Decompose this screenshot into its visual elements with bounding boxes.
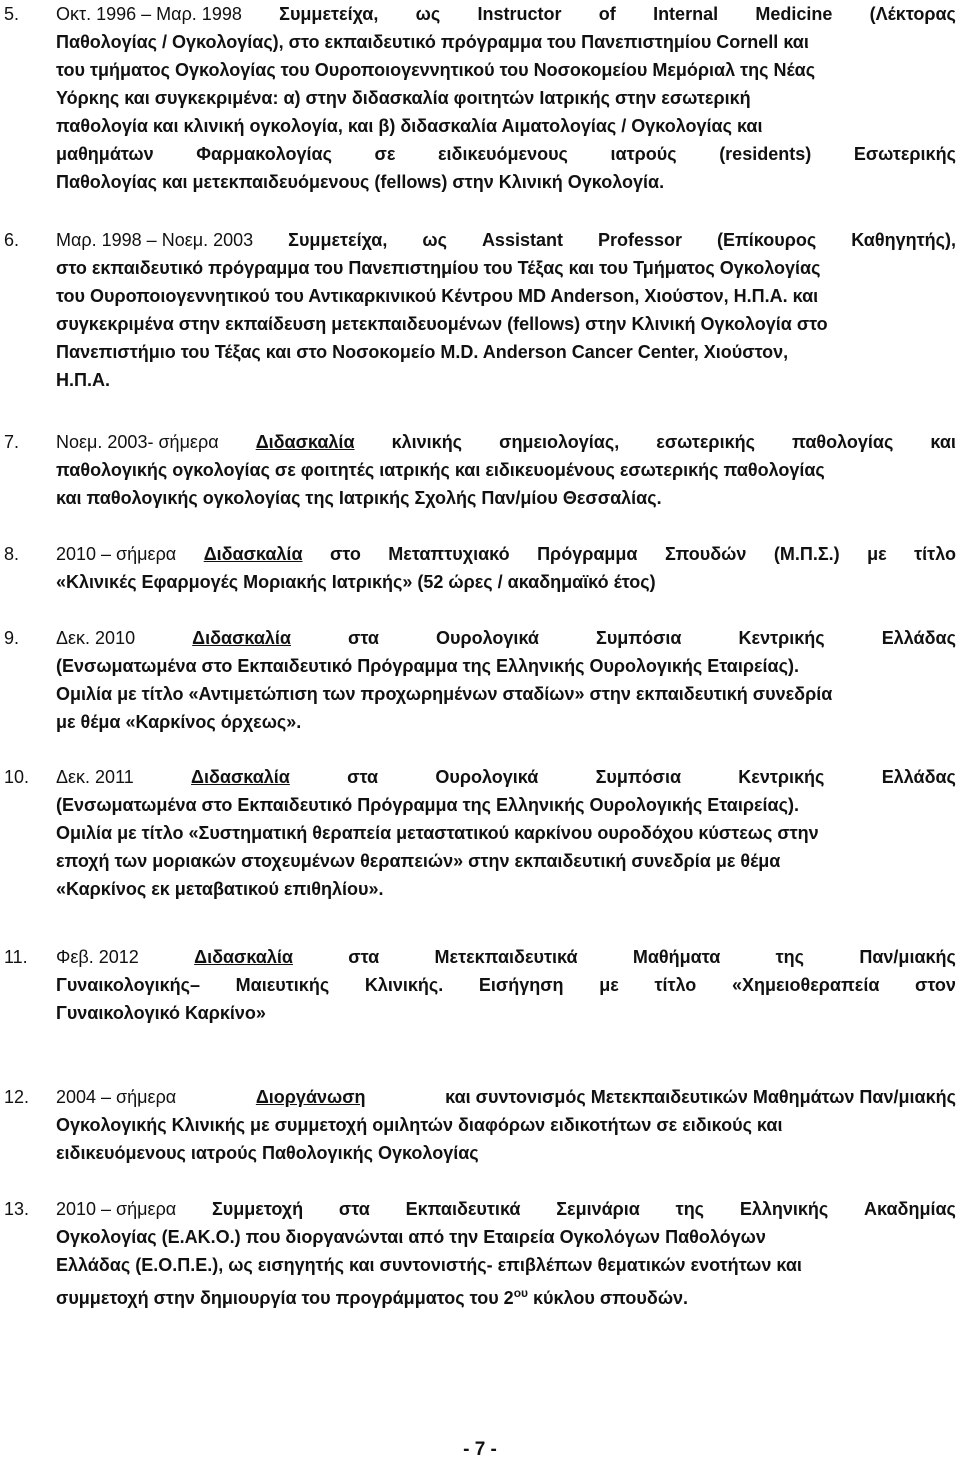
text-segment: Συμμετείχα, — [288, 230, 388, 250]
text-line — [0, 1083, 956, 1111]
text-line — [56, 847, 956, 875]
entry-number: 7. — [4, 432, 20, 452]
text-line — [56, 652, 956, 680]
text-segment: «Κλινικές Εφαρμογές Μοριακής Ιατρικής» (52 ώρες / ακαδημαϊκό έτος) — [56, 572, 656, 592]
text-segment: «Καρκίνος εκ μεταβατικού επιθηλίου». — [56, 879, 384, 899]
text-line — [56, 56, 956, 84]
text-segment: (Ενσωματωμένα στο Εκπαιδευτικό Πρόγραμμα της Ελληνικής Ουρολογικής Εταιρείας). — [56, 656, 799, 676]
text-line — [56, 1111, 956, 1139]
entry-text — [56, 943, 956, 1027]
text-segment: Σπουδών — [664, 544, 747, 564]
text-segment: σημειολογίας, — [499, 432, 620, 452]
entry-date: Οκτ. 1996 – Μαρ. 1998 — [56, 4, 242, 24]
text-segment: Ογκολογικής Κλινικής με συμμετοχή ομιλητών διαφόρων ειδικοτήτων σε ειδικούς και — [56, 1115, 783, 1135]
text-segment: εσωτερικής — [656, 432, 755, 452]
text-segment: Εισήγηση — [478, 975, 564, 995]
text-segment: στον — [915, 975, 956, 995]
entry-number: 5. — [4, 4, 20, 24]
text-segment: του τμήματος Ογκολογίας του Ουροποιογεννητικού του Νοσοκομείου Μεμόριαλ της Νέας — [56, 60, 816, 80]
text-segment: Μετεκπαιδευτικά — [434, 947, 578, 967]
text-line — [56, 1251, 956, 1279]
text-segment: Πανεπιστήμιο του Τέξας και στο Νοσοκομείο M.D. Anderson Cancer Center, Χιούστον, — [56, 342, 789, 362]
text-segment: συμμετοχή στην δημιουργία του προγράμματος του 2 — [56, 1288, 514, 1308]
entry-text — [56, 624, 956, 736]
text-line — [56, 28, 956, 56]
text-segment: με — [867, 544, 887, 564]
entry-number: 9. — [4, 628, 20, 648]
text-line — [56, 1223, 956, 1251]
text-segment: Instructor — [477, 4, 562, 24]
text-segment: Μαθήματα — [632, 947, 721, 967]
text-line — [56, 112, 956, 140]
text-segment: Εσωτερικής — [853, 144, 956, 164]
entry-number: 8. — [4, 544, 20, 564]
text-segment: στο — [329, 544, 361, 564]
text-segment: Ελλάδας — [881, 628, 956, 648]
entry-date: 2010 – σήμερα — [56, 544, 177, 564]
text-segment: Φαρμακολογίας — [196, 144, 332, 164]
text-segment: ειδικευόμενους — [438, 144, 568, 164]
text-segment: Υόρκης και συγκεκριμένα: α) στην διδασκαλία φοιτητών Ιατρικής στην εσωτερική — [56, 88, 751, 108]
cv-entry — [0, 428, 960, 512]
text-segment: ως — [415, 4, 441, 24]
text-segment: Παν/μιακής — [859, 947, 956, 967]
text-line — [0, 428, 956, 456]
text-line — [56, 484, 956, 512]
text-line — [56, 338, 956, 366]
text-segment: Διοργάνωση — [255, 1087, 366, 1107]
text-segment: (Μ.Π.Σ.) — [773, 544, 840, 564]
text-segment: στα — [347, 767, 379, 787]
entry-date: Μαρ. 1998 – Νοεμ. 2003 — [56, 230, 254, 250]
text-segment: και συντονισμός Μετεκπαιδευτικών Μαθημάτων Παν/μιακής — [445, 1087, 956, 1107]
text-line — [56, 366, 956, 394]
text-segment: Διδασκαλία — [191, 767, 290, 787]
text-segment: με θέμα «Καρκίνος όρχεως». — [56, 712, 302, 732]
text-segment: Γυναικολογικής– — [56, 975, 201, 995]
text-segment: (Ενσωματωμένα στο Εκπαιδευτικό Πρόγραμμα της Ελληνικής Ουρολογικής Εταιρείας). — [56, 795, 799, 815]
text-segment: και παθολογικής ογκολογίας της Ιατρικής Σχολής Παν/μίου Θεσσαλίας. — [56, 488, 662, 508]
text-line — [0, 943, 956, 971]
cv-entry — [0, 763, 960, 903]
text-segment: παθολογικής ογκολογίας σε φοιτητές ιατρικής και ειδικευομένους εσωτερικής παθολογίας — [56, 460, 825, 480]
text-line — [0, 0, 956, 28]
text-segment: Κεντρικής — [738, 767, 825, 787]
text-segment: Διδασκαλία — [194, 947, 293, 967]
text-segment: Συμπόσια — [595, 767, 682, 787]
text-segment: στα — [338, 1199, 370, 1219]
entry-date: 2010 – σήμερα — [56, 1199, 177, 1219]
text-segment: Ελλάδας (Ε.Ο.Π.Ε.), ως εισηγητής και συντονιστής- επιβλέπων θεματικών ενοτήτων και — [56, 1255, 802, 1275]
text-line — [56, 680, 956, 708]
text-segment: τίτλο — [914, 544, 956, 564]
text-line — [56, 875, 956, 903]
text-segment: Μεταπτυχιακό — [388, 544, 510, 564]
text-segment: σε — [374, 144, 396, 164]
text-line — [56, 819, 956, 847]
text-segment: Internal — [653, 4, 719, 24]
entry-number: 6. — [4, 230, 20, 250]
text-segment: Πρόγραμμα — [537, 544, 638, 564]
entry-date: 2004 – σήμερα — [56, 1087, 177, 1107]
text-segment: Ακαδημίας — [864, 1199, 956, 1219]
text-segment: κλινικής — [391, 432, 463, 452]
text-segment: και — [930, 432, 956, 452]
text-segment: Η.Π.Α. — [56, 370, 110, 390]
text-line — [56, 282, 956, 310]
cv-entry — [0, 1195, 960, 1307]
text-segment: της — [775, 947, 805, 967]
text-segment: Διδασκαλία — [255, 432, 355, 452]
entry-text — [56, 1083, 956, 1167]
page-number: - 7 - — [463, 1439, 497, 1460]
text-segment: κύκλου σπουδών. — [528, 1288, 689, 1308]
cv-entry — [0, 226, 960, 394]
text-segment: Συμμετείχα, — [279, 4, 379, 24]
text-segment: με — [599, 975, 619, 995]
text-line — [56, 999, 956, 1027]
text-segment: Κεντρικής — [738, 628, 825, 648]
text-segment: παθολογίας — [792, 432, 894, 452]
text-segment: εποχή των μοριακών στοχευμένων θεραπειών» στην εκπαιδευτική συνεδρία με θέμα — [56, 851, 781, 871]
cv-entry — [0, 540, 960, 596]
entry-date: Δεκ. 2010 — [56, 628, 136, 648]
text-segment: συγκεκριμένα στην εκπαίδευση μετεκπαιδευομένων (fellows) στην Κλινική Ογκολογία στο — [56, 314, 828, 334]
text-segment: (residents) — [719, 144, 812, 164]
cv-entry — [0, 0, 960, 196]
text-segment: στο εκπαιδευτικό πρόγραμμα του Πανεπιστημίου του Τέξας και του Τμήματος Ογκολογίας — [56, 258, 821, 278]
entry-text — [56, 763, 956, 903]
text-segment: Ογκολογίας (Ε.ΑΚ.Ο.) που διοργανώνται από την Εταιρεία Ογκολόγων Παθολόγων — [56, 1227, 766, 1247]
text-segment: του Ουροποιογεννητικού του Αντικαρκινικού Κέντρου MD Anderson, Χιούστον, Η.Π.Α. και — [56, 286, 819, 306]
text-segment: ιατρούς — [610, 144, 677, 164]
text-segment: Professor — [597, 230, 683, 250]
entry-number: 10. — [4, 767, 30, 787]
entry-date: Δεκ. 2011 — [56, 767, 134, 787]
text-line — [56, 791, 956, 819]
text-segment: ειδικευόμενους ιατρούς Παθολογικής Ογκολογίας — [56, 1143, 479, 1163]
text-line — [56, 456, 956, 484]
text-line — [56, 1139, 956, 1167]
text-segment: Γυναικολογικό Καρκίνο» — [56, 1003, 266, 1023]
entry-text — [56, 540, 956, 596]
text-line — [56, 254, 956, 282]
text-segment: Παθολογίας / Ογκολογίας), στο εκπαιδευτικό πρόγραμμα του Πανεπιστημίου Cornell και — [56, 32, 809, 52]
entry-number: 12. — [4, 1087, 30, 1107]
text-segment: ου — [513, 1286, 529, 1300]
text-line — [0, 1195, 956, 1223]
entry-number: 11. — [4, 947, 28, 967]
entry-text — [56, 0, 956, 196]
text-segment: της — [675, 1199, 705, 1219]
text-segment: Ελλάδας — [881, 767, 956, 787]
cv-entry — [0, 624, 960, 736]
text-segment: παθολογία και κλινική ογκολογία, και β) διδασκαλία Αιματολογίας / Ογκολογίας και — [56, 116, 763, 136]
text-segment: στα — [348, 628, 379, 648]
entry-number: 13. — [4, 1199, 30, 1219]
text-line — [56, 140, 956, 168]
text-line — [56, 971, 956, 999]
text-segment: Εκπαιδευτικά — [405, 1199, 521, 1219]
text-line — [56, 568, 956, 596]
text-line — [56, 708, 956, 736]
text-segment: Assistant — [481, 230, 563, 250]
entry-text — [56, 428, 956, 512]
text-segment: Συμπόσια — [596, 628, 682, 648]
text-segment: Διδασκαλία — [192, 628, 291, 648]
text-line — [0, 540, 956, 568]
cv-entry — [0, 1083, 960, 1167]
text-segment: στα — [348, 947, 380, 967]
text-line — [56, 1279, 956, 1307]
text-line — [56, 84, 956, 112]
text-segment: Medicine — [755, 4, 833, 24]
text-line — [56, 168, 956, 196]
text-segment: «Χημειοθεραπεία — [731, 975, 880, 995]
text-segment: Κλινικής. — [364, 975, 444, 995]
text-segment: μαθημάτων — [56, 144, 154, 164]
entry-text — [56, 226, 956, 394]
entry-date: Νοεμ. 2003- σήμερα — [56, 432, 219, 452]
text-segment: Καθηγητής), — [851, 230, 956, 250]
text-segment: (Λέκτορας — [869, 4, 956, 24]
text-segment: of — [598, 4, 616, 24]
text-segment: Παθολογίας και μετεκπαιδευόμενους (fellows) στην Κλινική Ογκολογία. — [56, 172, 665, 192]
text-line — [56, 310, 956, 338]
text-segment: Συμμετοχή — [212, 1199, 304, 1219]
text-segment: Μαιευτικής — [235, 975, 330, 995]
text-segment: τίτλο — [654, 975, 697, 995]
text-line — [0, 624, 956, 652]
text-segment: Σεμινάρια — [556, 1199, 640, 1219]
text-segment: ως — [422, 230, 447, 250]
text-segment: Ελληνικής — [739, 1199, 829, 1219]
text-segment: Ομιλία με τίτλο «Συστηματική θεραπεία μεταστατικού καρκίνου ουροδόχου κύστεως στην — [56, 823, 819, 843]
entry-date: Φεβ. 2012 — [56, 947, 139, 967]
cv-entry — [0, 943, 960, 1027]
text-segment: (Επίκουρος — [717, 230, 817, 250]
text-segment: Ομιλία με τίτλο «Αντιμετώπιση των προχωρημένων σταδίων» στην εκπαιδευτική συνεδρία — [56, 684, 833, 704]
text-segment: Ουρολογικά — [436, 628, 539, 648]
text-segment: Ουρολογικά — [435, 767, 539, 787]
entry-text — [56, 1195, 956, 1307]
text-line — [0, 226, 956, 254]
text-segment: Διδασκαλία — [203, 544, 303, 564]
text-line — [0, 763, 956, 791]
